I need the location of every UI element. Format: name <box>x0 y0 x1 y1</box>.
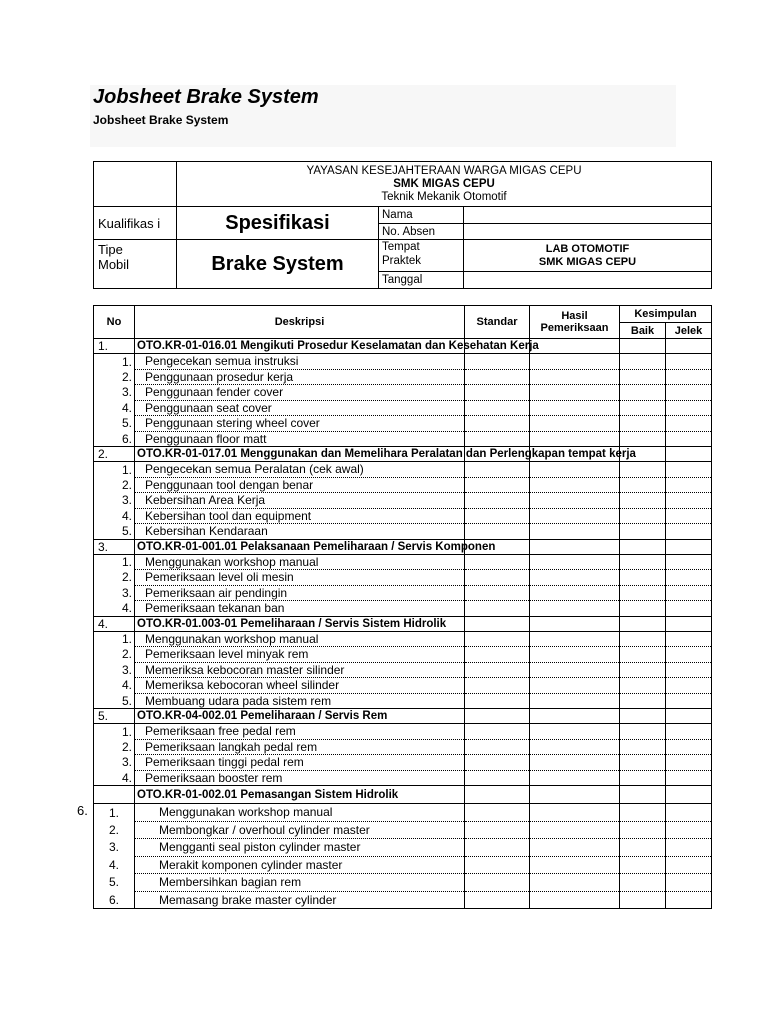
baik-checkbox[interactable] <box>620 400 666 416</box>
item-number: 6. <box>94 431 135 447</box>
item-number: 4. <box>94 508 135 524</box>
standar-field[interactable] <box>465 400 530 416</box>
baik-checkbox[interactable] <box>620 755 666 771</box>
jelek-checkbox[interactable] <box>666 477 712 493</box>
standar-field[interactable] <box>465 724 530 740</box>
jelek-checkbox[interactable] <box>666 570 712 586</box>
list-item <box>94 369 712 385</box>
hasil-field[interactable] <box>530 693 620 709</box>
jelek-checkbox[interactable] <box>666 524 712 540</box>
jelek-checkbox[interactable] <box>666 385 712 401</box>
item-text: Membuang udara pada sistem rem <box>135 693 465 709</box>
baik-checkbox[interactable] <box>620 631 666 647</box>
list-item <box>94 508 712 524</box>
item-number: 4. <box>94 400 135 416</box>
hasil-field[interactable] <box>530 416 620 432</box>
jelek-checkbox[interactable] <box>666 724 712 740</box>
item-text: Kebersihan Kendaraan <box>135 524 465 540</box>
section-row <box>94 539 712 554</box>
list-item <box>94 739 712 755</box>
baik-checkbox[interactable] <box>620 647 666 663</box>
hasil-field[interactable] <box>530 874 620 892</box>
hasil-field[interactable] <box>530 804 620 822</box>
item-text: Menggunakan workshop manual <box>135 804 465 822</box>
standar-field[interactable] <box>465 856 530 874</box>
jelek-checkbox[interactable] <box>666 601 712 617</box>
baik-checkbox[interactable] <box>620 770 666 786</box>
item-text: Menggunakan workshop manual <box>135 554 465 570</box>
hasil-field[interactable] <box>530 601 620 617</box>
hasil-field[interactable] <box>530 631 620 647</box>
item-text: Memasang brake master cylinder <box>135 891 465 909</box>
jelek-checkbox[interactable] <box>666 369 712 385</box>
item-text: Penggunaan tool dengan benar <box>135 477 465 493</box>
baik-checkbox[interactable] <box>620 662 666 678</box>
item-text: Memeriksa kebocoran master silinder <box>135 662 465 678</box>
standar-field[interactable] <box>465 874 530 892</box>
item-number: 3. <box>94 755 135 771</box>
standar-field[interactable] <box>465 739 530 755</box>
item-number: 4. <box>94 856 135 874</box>
jelek-cell <box>666 786 712 804</box>
section-row <box>94 616 712 631</box>
section-title: OTO.KR-01-017.01 Menggunakan dan Memelihara Peralatan dan Perlengkapan tempat kerja <box>135 447 465 462</box>
list-item <box>94 524 712 540</box>
list-item <box>94 821 712 839</box>
hasil-field[interactable] <box>530 739 620 755</box>
jelek-cell <box>666 339 712 354</box>
item-text: Mengganti seal piston cylinder master <box>135 839 465 857</box>
standar-field[interactable] <box>465 585 530 601</box>
jelek-checkbox[interactable] <box>666 354 712 370</box>
standar-field[interactable] <box>465 647 530 663</box>
standar-field[interactable] <box>465 369 530 385</box>
item-number: 1. <box>94 631 135 647</box>
standar-field[interactable] <box>465 891 530 909</box>
list-item <box>94 554 712 570</box>
baik-checkbox[interactable] <box>620 821 666 839</box>
jelek-checkbox[interactable] <box>666 755 712 771</box>
baik-checkbox[interactable] <box>620 856 666 874</box>
standar-field[interactable] <box>465 462 530 478</box>
standar-field[interactable] <box>465 678 530 694</box>
qualification-value: Spesifikasi <box>177 207 379 240</box>
hasil-cell <box>530 339 620 354</box>
vehicle-label: Tipe Mobil <box>94 240 177 289</box>
hasil-field[interactable] <box>530 385 620 401</box>
baik-checkbox[interactable] <box>620 601 666 617</box>
section-number: 1. <box>94 339 135 354</box>
list-item <box>94 891 712 909</box>
hasil-field[interactable] <box>530 662 620 678</box>
item-number: 3. <box>94 585 135 601</box>
jelek-cell <box>666 447 712 462</box>
jelek-cell <box>666 709 712 724</box>
baik-cell <box>620 339 666 354</box>
hasil-field[interactable] <box>530 678 620 694</box>
section-title: OTO.KR-01-002.01 Pemasangan Sistem Hidrolik <box>135 786 465 804</box>
jelek-checkbox[interactable] <box>666 493 712 509</box>
jelek-checkbox[interactable] <box>666 554 712 570</box>
list-item <box>94 678 712 694</box>
list-item <box>94 631 712 647</box>
department-name: Teknik Mekanik Otomotif <box>381 190 507 203</box>
baik-cell <box>620 709 666 724</box>
section-row <box>94 786 712 804</box>
item-number: 4. <box>94 770 135 786</box>
standar-field[interactable] <box>465 354 530 370</box>
list-item <box>94 724 712 740</box>
list-item <box>94 662 712 678</box>
item-text: Penggunaan floor matt <box>135 431 465 447</box>
jelek-checkbox[interactable] <box>666 400 712 416</box>
list-item <box>94 755 712 771</box>
vehicle-value: Brake System <box>177 240 379 289</box>
baik-checkbox[interactable] <box>620 570 666 586</box>
item-text: Pemeriksaan level oli mesin <box>135 570 465 586</box>
section-number: 3. <box>94 539 135 554</box>
school-name: SMK MIGAS CEPU <box>393 177 495 190</box>
jelek-checkbox[interactable] <box>666 856 712 874</box>
list-item <box>94 839 712 857</box>
hasil-field[interactable] <box>530 891 620 909</box>
header-table <box>93 161 712 289</box>
standar-field[interactable] <box>465 693 530 709</box>
absen-field[interactable] <box>464 224 712 240</box>
standar-field[interactable] <box>465 662 530 678</box>
baik-checkbox[interactable] <box>620 678 666 694</box>
item-text: Pemeriksaan air pendingin <box>135 585 465 601</box>
item-number: 2. <box>94 369 135 385</box>
baik-checkbox[interactable] <box>620 585 666 601</box>
item-number: 5. <box>94 524 135 540</box>
name-field[interactable] <box>464 207 712 224</box>
section-row <box>94 447 712 462</box>
col-standar: Standar <box>465 306 530 339</box>
item-number: 2. <box>94 647 135 663</box>
hasil-field[interactable] <box>530 724 620 740</box>
jelek-checkbox[interactable] <box>666 585 712 601</box>
item-number: 3. <box>94 385 135 401</box>
item-text: Penggunaan stering wheel cover <box>135 416 465 432</box>
baik-checkbox[interactable] <box>620 554 666 570</box>
baik-checkbox[interactable] <box>620 524 666 540</box>
col-deskripsi: Deskripsi <box>135 306 465 339</box>
item-number: 6. <box>94 891 135 909</box>
item-text: Kebersihan tool dan equipment <box>135 508 465 524</box>
hasil-cell <box>530 539 620 554</box>
list-item <box>94 856 712 874</box>
baik-checkbox[interactable] <box>620 874 666 892</box>
item-number: 2. <box>94 821 135 839</box>
item-number: 5. <box>94 693 135 709</box>
baik-checkbox[interactable] <box>620 493 666 509</box>
section-title: OTO.KR-04-002.01 Pemeliharaan / Servis Rem <box>135 709 465 724</box>
standar-field[interactable] <box>465 804 530 822</box>
hasil-field[interactable] <box>530 431 620 447</box>
hasil-field[interactable] <box>530 493 620 509</box>
hasil-field[interactable] <box>530 508 620 524</box>
section-title: OTO.KR-01.003-01 Pemeliharaan / Servis Sistem Hidrolik <box>135 616 465 631</box>
baik-checkbox[interactable] <box>620 477 666 493</box>
jelek-checkbox[interactable] <box>666 821 712 839</box>
hasil-cell <box>530 709 620 724</box>
jelek-checkbox[interactable] <box>666 874 712 892</box>
list-item <box>94 477 712 493</box>
standar-field[interactable] <box>465 524 530 540</box>
baik-checkbox[interactable] <box>620 693 666 709</box>
item-number: 3. <box>94 839 135 857</box>
place-value-line-1: LAB OTOMOTIF <box>545 242 630 255</box>
item-number: 2. <box>94 477 135 493</box>
document-title: Jobsheet Brake System <box>93 86 319 108</box>
standar-field[interactable] <box>465 493 530 509</box>
jelek-checkbox[interactable] <box>666 647 712 663</box>
baik-checkbox[interactable] <box>620 739 666 755</box>
standar-field[interactable] <box>465 821 530 839</box>
header-logo-cell <box>94 162 177 207</box>
item-text: Penggunaan seat cover <box>135 400 465 416</box>
baik-checkbox[interactable] <box>620 385 666 401</box>
standar-field[interactable] <box>465 554 530 570</box>
item-text: Penggunaan prosedur kerja <box>135 369 465 385</box>
item-text: Memeriksa kebocoran wheel silinder <box>135 678 465 694</box>
col-baik: Baik <box>620 323 666 339</box>
organization-block <box>177 162 712 207</box>
jelek-checkbox[interactable] <box>666 839 712 857</box>
item-text: Merakit komponen cylinder master <box>135 856 465 874</box>
item-number: 1. <box>94 724 135 740</box>
item-number: 1. <box>94 804 135 822</box>
jelek-checkbox[interactable] <box>666 631 712 647</box>
item-number: 1. <box>94 554 135 570</box>
item-text: Pengecekan semua Peralatan (cek awal) <box>135 462 465 478</box>
jelek-checkbox[interactable] <box>666 508 712 524</box>
item-text: Membersihkan bagian rem <box>135 874 465 892</box>
hasil-field[interactable] <box>530 570 620 586</box>
item-number: 2. <box>94 739 135 755</box>
baik-checkbox[interactable] <box>620 724 666 740</box>
org-name: YAYASAN KESEJAHTERAAN WARGA MIGAS CEPU <box>306 164 582 177</box>
jelek-cell <box>666 539 712 554</box>
item-text: Pemeriksaan booster rem <box>135 770 465 786</box>
item-text: Pemeriksaan level minyak rem <box>135 647 465 663</box>
baik-checkbox[interactable] <box>620 431 666 447</box>
baik-cell <box>620 616 666 631</box>
baik-checkbox[interactable] <box>620 839 666 857</box>
qualification-label: Kualifikas i <box>94 207 177 240</box>
list-item <box>94 601 712 617</box>
standar-field[interactable] <box>465 431 530 447</box>
col-kesimpulan: Kesimpulan <box>620 306 712 323</box>
item-text: Membongkar / overhoul cylinder master <box>135 821 465 839</box>
hasil-field[interactable] <box>530 770 620 786</box>
hasil-field[interactable] <box>530 585 620 601</box>
section-number: 5. <box>94 709 135 724</box>
list-item <box>94 804 712 822</box>
item-text: Menggunakan workshop manual <box>135 631 465 647</box>
place-label: Tempat Praktek <box>379 240 464 272</box>
hasil-field[interactable] <box>530 647 620 663</box>
section-number: 4. <box>94 616 135 631</box>
hasil-field[interactable] <box>530 354 620 370</box>
section-row <box>94 339 712 354</box>
hasil-field[interactable] <box>530 477 620 493</box>
standar-field[interactable] <box>465 601 530 617</box>
place-value-line-2: SMK MIGAS CEPU <box>538 255 637 268</box>
jelek-checkbox[interactable] <box>666 770 712 786</box>
item-text: Penggunaan fender cover <box>135 385 465 401</box>
jelek-checkbox[interactable] <box>666 678 712 694</box>
standar-field[interactable] <box>465 755 530 771</box>
hasil-field[interactable] <box>530 369 620 385</box>
jelek-checkbox[interactable] <box>666 431 712 447</box>
section-number: 2. <box>94 447 135 462</box>
hasil-field[interactable] <box>530 821 620 839</box>
jelek-checkbox[interactable] <box>666 739 712 755</box>
hasil-cell <box>530 786 620 804</box>
item-text: Kebersihan Area Kerja <box>135 493 465 509</box>
baik-checkbox[interactable] <box>620 369 666 385</box>
item-number: 3. <box>94 662 135 678</box>
item-number: 3. <box>94 493 135 509</box>
item-text: Pengecekan semua instruksi <box>135 354 465 370</box>
standar-cell <box>465 709 530 724</box>
col-jelek: Jelek <box>666 323 712 339</box>
hasil-field[interactable] <box>530 524 620 540</box>
col-no: No <box>94 306 135 339</box>
list-item <box>94 693 712 709</box>
standar-field[interactable] <box>465 570 530 586</box>
item-text: Pemeriksaan free pedal rem <box>135 724 465 740</box>
section-row <box>94 709 712 724</box>
item-number: 5. <box>94 874 135 892</box>
hasil-field[interactable] <box>530 755 620 771</box>
standar-cell <box>465 616 530 631</box>
baik-checkbox[interactable] <box>620 416 666 432</box>
list-item <box>94 431 712 447</box>
baik-checkbox[interactable] <box>620 508 666 524</box>
item-number: 4. <box>94 678 135 694</box>
standar-field[interactable] <box>465 631 530 647</box>
jelek-cell <box>666 616 712 631</box>
baik-cell <box>620 786 666 804</box>
hasil-field[interactable] <box>530 462 620 478</box>
standar-cell <box>465 786 530 804</box>
section-number-cell <box>94 786 135 804</box>
section-title: OTO.KR-01-016.01 Mengikuti Prosedur Keselamatan dan Kesehatan Kerja <box>135 339 465 354</box>
standar-field[interactable] <box>465 385 530 401</box>
standar-field[interactable] <box>465 770 530 786</box>
jelek-checkbox[interactable] <box>666 891 712 909</box>
baik-checkbox[interactable] <box>620 891 666 909</box>
list-item <box>94 647 712 663</box>
section-6-number: 6. <box>77 803 88 818</box>
date-label: Tanggal <box>379 272 464 289</box>
baik-checkbox[interactable] <box>620 804 666 822</box>
hasil-field[interactable] <box>530 839 620 857</box>
section-title: OTO.KR-01-001.01 Pelaksanaan Pemeliharaan / Servis Komponen <box>135 539 465 554</box>
place-value <box>464 240 712 272</box>
standar-field[interactable] <box>465 508 530 524</box>
item-number: 2. <box>94 570 135 586</box>
standar-field[interactable] <box>465 839 530 857</box>
baik-checkbox[interactable] <box>620 462 666 478</box>
hasil-field[interactable] <box>530 856 620 874</box>
baik-checkbox[interactable] <box>620 354 666 370</box>
item-text: Pemeriksaan tinggi pedal rem <box>135 755 465 771</box>
list-item <box>94 462 712 478</box>
checklist-table <box>93 305 712 909</box>
jelek-checkbox[interactable] <box>666 693 712 709</box>
absen-label: No. Absen <box>379 224 464 240</box>
item-number: 1. <box>94 462 135 478</box>
item-number: 5. <box>94 416 135 432</box>
jelek-checkbox[interactable] <box>666 416 712 432</box>
hasil-cell <box>530 616 620 631</box>
jelek-checkbox[interactable] <box>666 804 712 822</box>
item-text: Pemeriksaan tekanan ban <box>135 601 465 617</box>
hasil-field[interactable] <box>530 400 620 416</box>
item-number: 4. <box>94 601 135 617</box>
list-item <box>94 770 712 786</box>
list-item <box>94 874 712 892</box>
standar-field[interactable] <box>465 416 530 432</box>
col-hasil: Hasil Pemeriksaan <box>530 306 620 339</box>
list-item <box>94 354 712 370</box>
list-item <box>94 385 712 401</box>
name-label: Nama <box>379 207 464 224</box>
list-item <box>94 416 712 432</box>
baik-cell <box>620 539 666 554</box>
standar-field[interactable] <box>465 477 530 493</box>
list-item <box>94 585 712 601</box>
date-field[interactable] <box>464 272 712 289</box>
jelek-checkbox[interactable] <box>666 662 712 678</box>
hasil-field[interactable] <box>530 554 620 570</box>
jelek-checkbox[interactable] <box>666 462 712 478</box>
list-item <box>94 400 712 416</box>
item-number: 1. <box>94 354 135 370</box>
item-text: Pemeriksaan langkah pedal rem <box>135 739 465 755</box>
list-item <box>94 570 712 586</box>
document-subtitle: Jobsheet Brake System <box>93 113 229 127</box>
list-item <box>94 493 712 509</box>
